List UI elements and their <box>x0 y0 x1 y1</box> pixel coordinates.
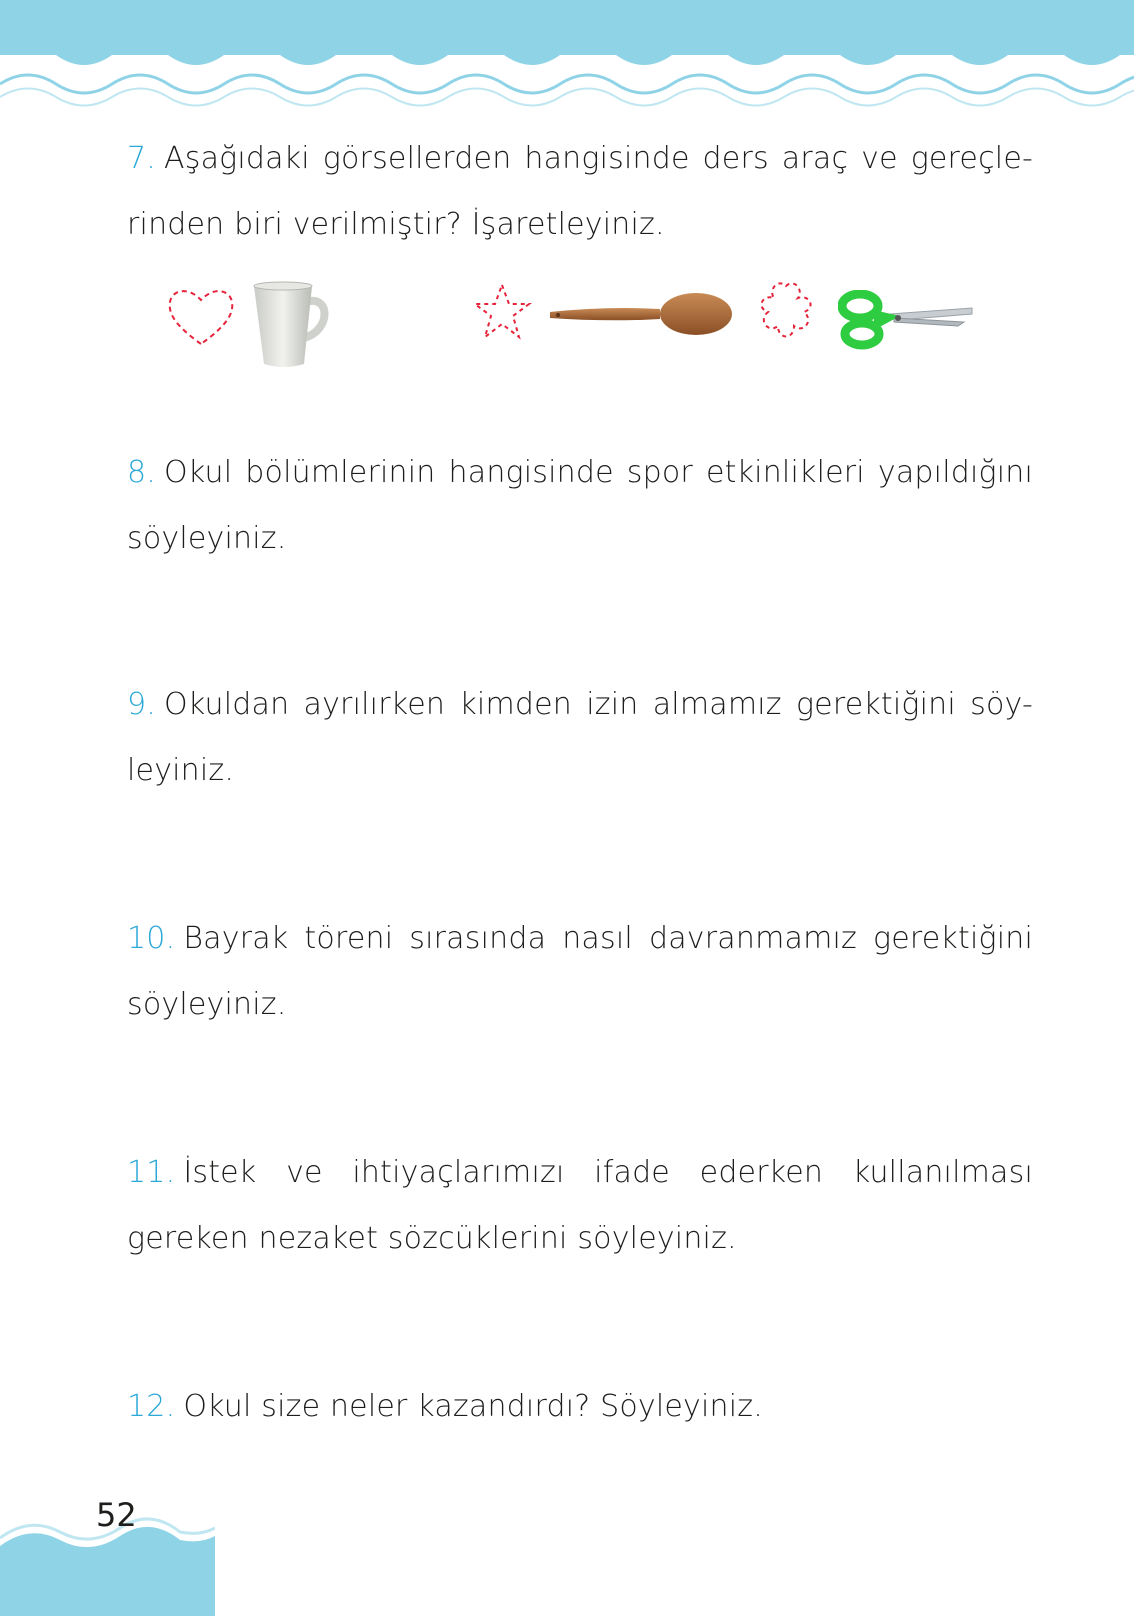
question-number: 10. <box>127 921 176 956</box>
top-wave-decoration <box>0 0 1134 110</box>
question-number: 12. <box>127 1389 176 1424</box>
question-text: Bayrak töreni sırasında nasıl davranmamız gerektiğini söyleyiniz. <box>127 921 1033 1022</box>
star-icon[interactable] <box>472 282 532 342</box>
question-7 <box>127 126 1033 258</box>
question-text: Okuldan ayrılırken kimden izin almamız gerektiğini söy-leyiniz. <box>127 687 1033 788</box>
mug-icon <box>250 280 334 370</box>
answer-options <box>0 280 1134 380</box>
scissors-icon <box>838 290 976 350</box>
question-number: 11. <box>127 1155 176 1190</box>
question-text: İstek ve ihtiyaçlarımızı ifade ederken kullanılması gereken nezaket sözcüklerini söyleyiniz. <box>127 1155 1033 1256</box>
question-text: Aşağıdaki görsellerden hangisinde ders araç ve gereçle-rinden biri verilmiştir? İşaretleyiniz. <box>127 141 1033 242</box>
question-number: 7. <box>127 141 157 176</box>
question-9 <box>127 672 1033 804</box>
question-8 <box>127 440 1033 572</box>
question-12 <box>127 1374 1033 1440</box>
page-number: 52 <box>96 1496 137 1534</box>
question-11 <box>127 1140 1033 1272</box>
question-10 <box>127 906 1033 1038</box>
question-number: 9. <box>127 687 157 722</box>
spoon-icon <box>548 292 734 338</box>
flower-icon[interactable] <box>754 280 818 344</box>
question-text: Okul bölümlerinin hangisinde spor etkinlikleri yapıldığını söyleyiniz. <box>127 455 1033 556</box>
question-number: 8. <box>127 455 157 490</box>
heart-icon[interactable] <box>166 286 236 348</box>
question-text: Okul size neler kazandırdı? Söyleyiniz. <box>183 1389 763 1424</box>
